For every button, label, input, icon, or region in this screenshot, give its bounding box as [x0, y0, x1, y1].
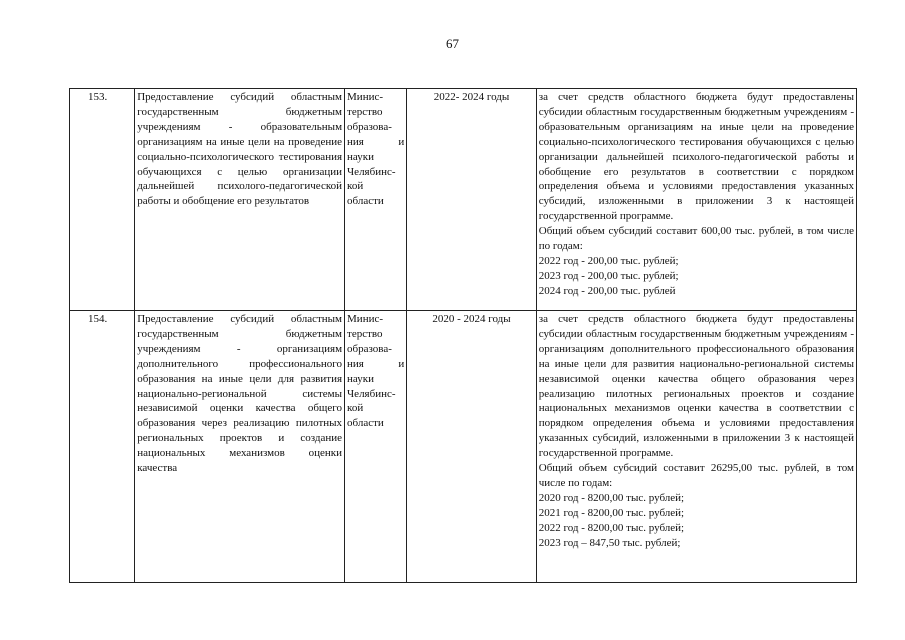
funding-text: за счет средств областного бюджета будут предоставлены субсидии областным государственным бюджетным учреждениям - организациям дополнительного профессионального образования на иные цели для развития национально-региональной системы независимой оценки качества общего образования через реализацию пилотных региональных проектов и создание национальных механизмов оценки качества в соответствии с порядком определения объема и условиями предоставления указанных субсидий, изложенными в приложении 3 к настоящей государственной программе.	[538, 313, 854, 460]
funding-year: 2024 год - 200,00 тыс. рублей	[538, 284, 676, 297]
funding-year: 2023 год - 200,00 тыс. рублей;	[538, 269, 679, 282]
funding-details	[536, 311, 856, 583]
ministry-line: ния и	[347, 135, 405, 148]
responsible-ministry	[345, 311, 407, 583]
row-number: 153.	[70, 89, 135, 311]
implementation-period: 2020 - 2024 годы	[407, 311, 536, 583]
funding-year: 2022 год - 200,00 тыс. рублей;	[538, 254, 679, 267]
ministry-line: Челябинс-	[347, 165, 396, 178]
ministry-line: образова-	[347, 120, 392, 133]
table-row	[70, 89, 857, 311]
ministry-line: Челябинс-	[347, 387, 396, 400]
row-number: 154.	[70, 311, 135, 583]
ministry-line: кой	[347, 180, 364, 193]
ministry-line: терство	[347, 327, 383, 340]
funding-year: 2020 год - 8200,00 тыс. рублей;	[538, 491, 685, 504]
responsible-ministry	[345, 89, 407, 311]
ministry-line: науки	[347, 150, 374, 163]
page-number: 67	[446, 36, 459, 51]
ministry-line: кой	[347, 402, 364, 415]
ministry-line: образова-	[347, 342, 392, 355]
measure-description: Предоставление субсидий областным государственным бюджетным учреждениям - организациям дополнительного профессионального образования на иные цели для развития национально-региональной системы независимой оценки качества общего образования через реализацию пилотных региональных проектов и создание национальных механизмов оценки качества	[135, 311, 345, 583]
ministry-line: области	[347, 417, 384, 430]
measure-description: Предоставление субсидий областным государственным бюджетным учреждениям - образовательным организациям на иные цели на проведение социально-психологического тестирования обучающихся с целью организации дальнейшей психолого-педагогической работы и обобщение его результатов	[135, 89, 345, 311]
funding-total: Общий объем субсидий составит 600,00 тыс. рублей, в том числе по годам:	[538, 225, 854, 253]
ministry-line: области	[347, 195, 384, 208]
funding-year: 2021 год - 8200,00 тыс. рублей;	[538, 506, 685, 519]
ministry-line: ния и	[347, 357, 405, 370]
implementation-period: 2022- 2024 годы	[407, 89, 536, 311]
funding-year: 2023 год – 847,50 тыс. рублей;	[538, 536, 681, 549]
funding-text: за счет средств областного бюджета будут предоставлены субсидии областным государственным бюджетным учреждениям - образовательным организациям на иные цели на проведение социально-психологического тестирования обучающихся с целью организации дальнейшей психолого-педагогической работы и обобщение его результатов в соответствии с порядком определения объема и условиями предоставления указанных субсидий, изложенными в приложении 3 к настоящей государственной программе.	[538, 91, 854, 223]
ministry-line: терство	[347, 105, 383, 118]
funding-year: 2022 год - 8200,00 тыс. рублей;	[538, 521, 685, 534]
funding-details	[536, 89, 856, 311]
ministry-line: науки	[347, 372, 374, 385]
ministry-line: Минис-	[347, 313, 384, 325]
table-row	[70, 311, 857, 583]
funding-total: Общий объем субсидий составит 26295,00 тыс. рублей, в том числе по годам:	[538, 462, 854, 489]
program-table	[69, 88, 857, 583]
ministry-line: Минис-	[347, 91, 384, 103]
